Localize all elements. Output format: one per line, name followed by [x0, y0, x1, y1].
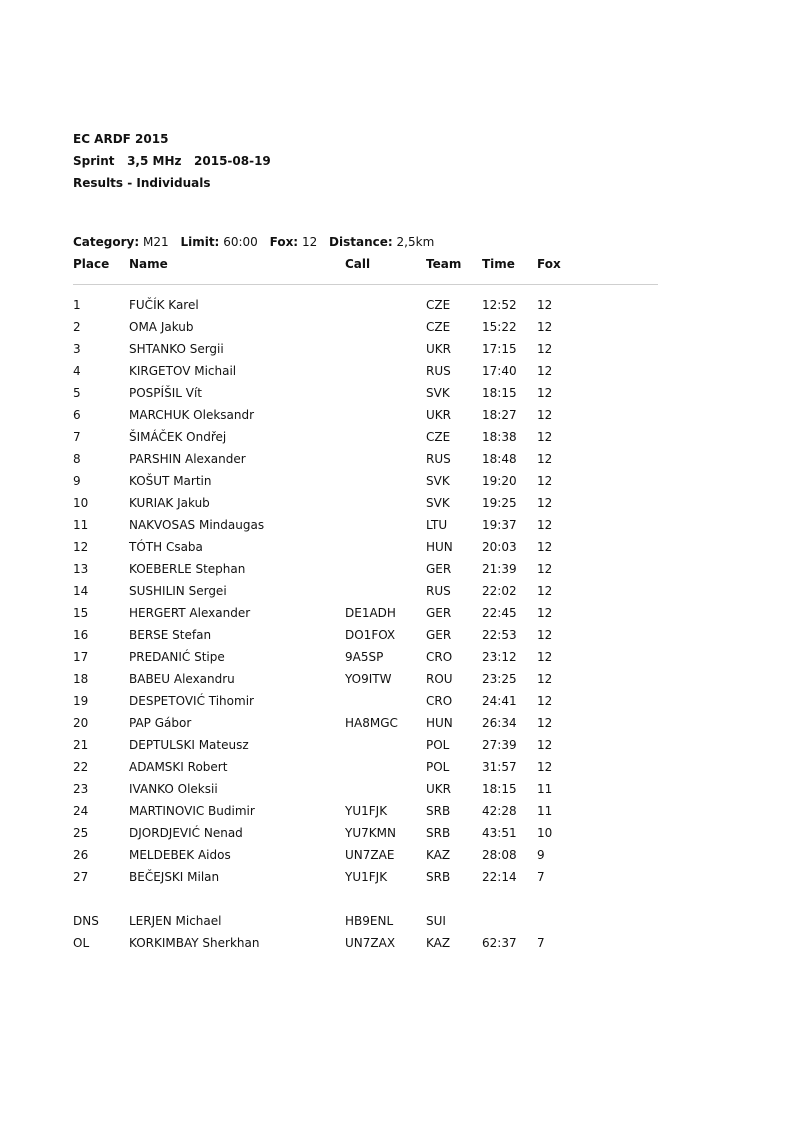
cell-place: 8	[73, 452, 81, 466]
cell-time: 15:22	[482, 320, 517, 334]
limit-label: Limit:	[180, 235, 220, 249]
cell-place: 26	[73, 848, 89, 862]
column-header-fox: Fox	[537, 257, 561, 271]
category-label: Category:	[73, 235, 140, 249]
cell-name: NAKVOSAS Mindaugas	[129, 518, 265, 532]
cell-team: HUN	[426, 540, 453, 554]
cell-fox: 12	[537, 760, 553, 774]
cell-place: 24	[73, 804, 89, 818]
cell-time: 19:37	[482, 518, 517, 532]
cell-team: KAZ	[426, 848, 451, 862]
cell-call: YU7KMN	[345, 826, 396, 840]
cell-place: 9	[73, 474, 81, 488]
cell-fox: 12	[537, 738, 553, 752]
cell-time: 42:28	[482, 804, 517, 818]
cell-time: 23:12	[482, 650, 517, 664]
cell-time: 22:02	[482, 584, 517, 598]
cell-name: POSPÍŠIL Vít	[129, 386, 202, 400]
cell-call: UN7ZAE	[345, 848, 395, 862]
cell-place: 14	[73, 584, 89, 598]
cell-place: 22	[73, 760, 89, 774]
cell-time: 19:25	[482, 496, 517, 510]
cell-name: ŠIMÁČEK Ondřej	[129, 430, 227, 444]
cell-time: 22:45	[482, 606, 517, 620]
cell-call: YU1FJK	[345, 870, 388, 884]
cell-name: OMA Jakub	[129, 320, 194, 334]
cell-name: LERJEN Michael	[129, 914, 222, 928]
table-row	[0, 913, 793, 935]
distance-value: 2,5km	[396, 235, 435, 249]
fox-value: 12	[301, 235, 318, 249]
table-row	[0, 671, 793, 693]
race-info: Sprint 3,5 MHz 2015-08-19	[73, 154, 271, 168]
cell-team: UKR	[426, 408, 451, 422]
cell-name: SUSHILIN Sergei	[129, 584, 227, 598]
cell-team: SRB	[426, 804, 451, 818]
cell-team: SVK	[426, 474, 450, 488]
cell-call: DE1ADH	[345, 606, 396, 620]
cell-fox: 7	[537, 936, 545, 950]
cell-time: 23:25	[482, 672, 517, 686]
table-row	[0, 539, 793, 561]
table-row	[0, 803, 793, 825]
table-row	[0, 429, 793, 451]
table-row	[0, 451, 793, 473]
cell-name: TÓTH Csaba	[129, 540, 203, 554]
cell-team: GER	[426, 606, 452, 620]
cell-team: RUS	[426, 452, 451, 466]
cell-team: POL	[426, 760, 450, 774]
cell-fox: 12	[537, 628, 553, 642]
cell-fox: 12	[537, 364, 553, 378]
cell-place: 20	[73, 716, 89, 730]
cell-fox: 11	[537, 804, 553, 818]
cell-name: MARTINOVIC Budimir	[129, 804, 255, 818]
cell-fox: 12	[537, 320, 553, 334]
cell-team: HUN	[426, 716, 453, 730]
cell-name: DJORDJEVIĆ Nenad	[129, 826, 243, 840]
cell-place: 21	[73, 738, 89, 752]
cell-name: DEPTULSKI Mateusz	[129, 738, 249, 752]
table-row	[0, 737, 793, 759]
cell-place: 3	[73, 342, 81, 356]
table-row	[0, 715, 793, 737]
cell-place: 5	[73, 386, 81, 400]
cell-name: KURIAK Jakub	[129, 496, 210, 510]
table-row	[0, 935, 793, 957]
cell-team: UKR	[426, 342, 451, 356]
cell-team: SRB	[426, 870, 451, 884]
cell-place: 15	[73, 606, 89, 620]
table-row	[0, 605, 793, 627]
cell-fox: 12	[537, 386, 553, 400]
table-row	[0, 363, 793, 385]
cell-team: POL	[426, 738, 450, 752]
table-row	[0, 649, 793, 671]
cell-name: BEČEJSKI Milan	[129, 870, 220, 884]
cell-call: HB9ENL	[345, 914, 394, 928]
cell-fox: 10	[537, 826, 553, 840]
table-row	[0, 561, 793, 583]
cell-time: 21:39	[482, 562, 517, 576]
cell-call: DO1FOX	[345, 628, 396, 642]
cell-time: 24:41	[482, 694, 517, 708]
cell-fox: 12	[537, 650, 553, 664]
table-row	[0, 385, 793, 407]
document-header	[73, 131, 271, 197]
results-table	[0, 297, 793, 957]
cell-time: 18:48	[482, 452, 517, 466]
cell-team: GER	[426, 628, 452, 642]
column-header-name: Name	[129, 257, 168, 271]
table-row	[0, 341, 793, 363]
cell-fox: 12	[537, 430, 553, 444]
category-value: M21	[142, 235, 169, 249]
column-header-time: Time	[482, 257, 515, 271]
cell-team: LTU	[426, 518, 448, 532]
cell-fox: 12	[537, 298, 553, 312]
cell-time: 20:03	[482, 540, 517, 554]
cell-name: KIRGETOV Michail	[129, 364, 237, 378]
cell-time: 26:34	[482, 716, 517, 730]
table-row	[0, 517, 793, 539]
cell-team: GER	[426, 562, 452, 576]
cell-fox: 7	[537, 870, 545, 884]
cell-fox: 12	[537, 716, 553, 730]
event-title: EC ARDF 2015	[73, 132, 169, 146]
cell-place: 12	[73, 540, 89, 554]
cell-time: 22:14	[482, 870, 517, 884]
cell-team: CRO	[426, 694, 453, 708]
table-row	[0, 759, 793, 781]
cell-fox: 12	[537, 584, 553, 598]
cell-place: OL	[73, 936, 90, 950]
cell-place: 25	[73, 826, 89, 840]
cell-team: SVK	[426, 386, 450, 400]
cell-name: MELDEBEK Aidos	[129, 848, 231, 862]
cell-name: KORKIMBAY Sherkhan	[129, 936, 260, 950]
table-row	[0, 319, 793, 341]
cell-name: ADAMSKI Robert	[129, 760, 228, 774]
cell-team: SRB	[426, 826, 451, 840]
cell-place: 2	[73, 320, 81, 334]
cell-place: 17	[73, 650, 89, 664]
cell-time: 18:15	[482, 782, 517, 796]
cell-fox: 12	[537, 606, 553, 620]
cell-team: KAZ	[426, 936, 451, 950]
cell-fox: 12	[537, 474, 553, 488]
table-row	[0, 869, 793, 891]
table-row	[0, 473, 793, 495]
results-title: Results - Individuals	[73, 176, 211, 190]
header-divider	[73, 284, 658, 285]
cell-team: CRO	[426, 650, 453, 664]
cell-fox: 9	[537, 848, 545, 862]
cell-name: MARCHUK Oleksandr	[129, 408, 255, 422]
cell-time: 22:53	[482, 628, 517, 642]
cell-time: 18:27	[482, 408, 517, 422]
cell-name: SHTANKO Sergii	[129, 342, 224, 356]
table-row	[0, 297, 793, 319]
column-header-place: Place	[73, 257, 110, 271]
cell-place: 27	[73, 870, 89, 884]
cell-time: 27:39	[482, 738, 517, 752]
cell-fox: 12	[537, 496, 553, 510]
cell-name: PREDANIĆ Stipe	[129, 650, 225, 664]
cell-name: PARSHIN Alexander	[129, 452, 246, 466]
cell-time: 18:15	[482, 386, 517, 400]
cell-time: 17:40	[482, 364, 517, 378]
cell-name: KOEBERLE Stephan	[129, 562, 246, 576]
table-row	[0, 627, 793, 649]
cell-fox: 12	[537, 672, 553, 686]
cell-place: 23	[73, 782, 89, 796]
cell-time: 18:38	[482, 430, 517, 444]
cell-fox: 12	[537, 452, 553, 466]
cell-name: HERGERT Alexander	[129, 606, 251, 620]
cell-team: RUS	[426, 364, 451, 378]
cell-place: 18	[73, 672, 89, 686]
cell-time: 12:52	[482, 298, 517, 312]
table-row	[0, 693, 793, 715]
cell-time: 19:20	[482, 474, 517, 488]
limit-value: 60:00	[223, 235, 258, 249]
cell-team: RUS	[426, 584, 451, 598]
cell-name: KOŠUT Martin	[129, 474, 212, 488]
cell-name: BERSE Stefan	[129, 628, 212, 642]
fox-label: Fox:	[269, 235, 299, 249]
cell-place: DNS	[73, 914, 99, 928]
cell-place: 4	[73, 364, 81, 378]
cell-place: 10	[73, 496, 89, 510]
cell-team: SUI	[426, 914, 446, 928]
cell-place: 1	[73, 298, 81, 312]
table-row	[0, 583, 793, 605]
row-spacer	[0, 891, 793, 913]
cell-time: 62:37	[482, 936, 517, 950]
table-row	[0, 847, 793, 869]
cell-call: 9A5SP	[345, 650, 384, 664]
cell-time: 31:57	[482, 760, 517, 774]
cell-place: 7	[73, 430, 81, 444]
table-row	[0, 407, 793, 429]
cell-team: CZE	[426, 298, 451, 312]
cell-place: 19	[73, 694, 89, 708]
cell-place: 6	[73, 408, 81, 422]
cell-place: 11	[73, 518, 89, 532]
table-row	[0, 781, 793, 803]
cell-call: UN7ZAX	[345, 936, 396, 950]
cell-place: 13	[73, 562, 89, 576]
cell-fox: 12	[537, 694, 553, 708]
cell-time: 28:08	[482, 848, 517, 862]
cell-call: YO9ITW	[345, 672, 392, 686]
cell-time: 17:15	[482, 342, 517, 356]
cell-name: DESPETOVIĆ Tihomir	[129, 694, 254, 708]
cell-name: BABEU Alexandru	[129, 672, 235, 686]
cell-call: YU1FJK	[345, 804, 388, 818]
cell-fox: 12	[537, 408, 553, 422]
distance-label: Distance:	[329, 235, 393, 249]
table-row	[0, 825, 793, 847]
cell-name: FUČÍK Karel	[129, 298, 199, 312]
cell-team: UKR	[426, 782, 451, 796]
cell-fox: 12	[537, 518, 553, 532]
cell-team: SVK	[426, 496, 450, 510]
cell-fox: 12	[537, 540, 553, 554]
cell-call: HA8MGC	[345, 716, 398, 730]
column-header-team: Team	[426, 257, 462, 271]
table-row	[0, 495, 793, 517]
cell-name: IVANKO Oleksii	[129, 782, 218, 796]
cell-fox: 12	[537, 562, 553, 576]
cell-place: 16	[73, 628, 89, 642]
cell-time: 43:51	[482, 826, 517, 840]
category-info	[73, 235, 434, 249]
cell-name: PAP Gábor	[129, 716, 192, 730]
cell-team: CZE	[426, 430, 451, 444]
cell-fox: 11	[537, 782, 553, 796]
cell-fox: 12	[537, 342, 553, 356]
cell-team: ROU	[426, 672, 453, 686]
cell-team: CZE	[426, 320, 451, 334]
column-header-call: Call	[345, 257, 371, 271]
